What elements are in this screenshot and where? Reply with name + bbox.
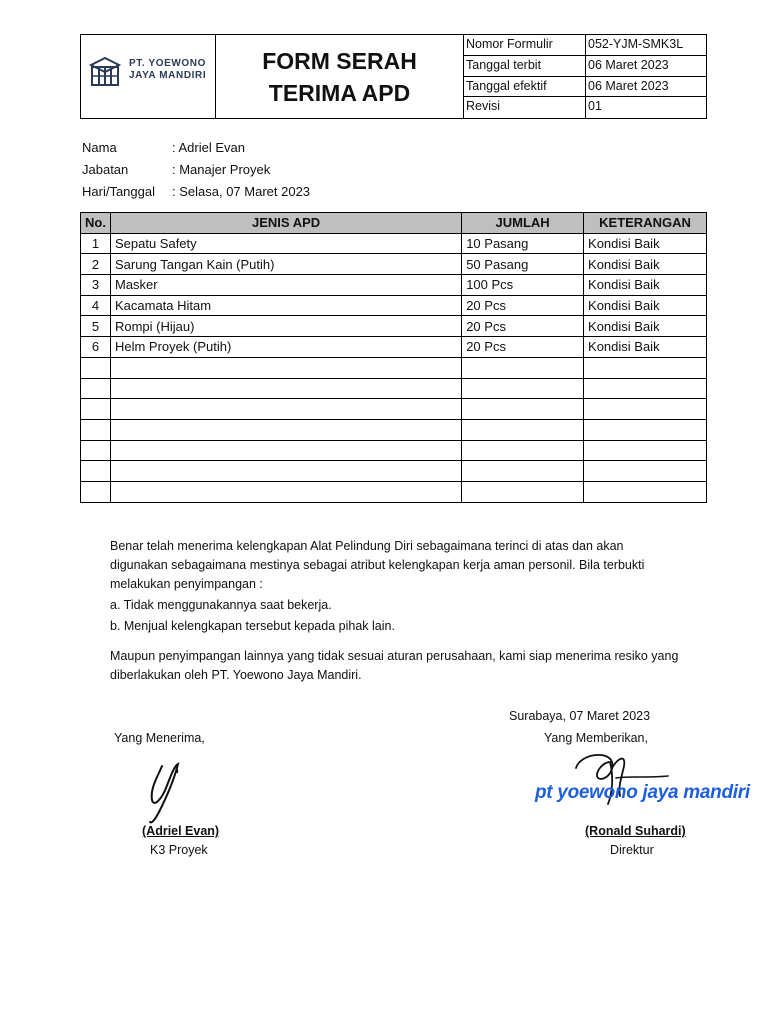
meta-value: 052-YJM-SMK3L bbox=[588, 37, 684, 51]
cell-keterangan: Kondisi Baik bbox=[584, 275, 707, 296]
cell-jumlah: 50 Pasang bbox=[462, 254, 584, 275]
place-date: Surabaya, 07 Maret 2023 bbox=[509, 709, 651, 723]
table-row bbox=[81, 233, 707, 254]
statement-line: diberlakukan oleh PT. Yoewono Jaya Mandiri. bbox=[110, 668, 362, 682]
table-row-empty bbox=[81, 461, 707, 482]
giver-name: (Ronald Suhardi) bbox=[585, 824, 686, 838]
table-row bbox=[81, 337, 707, 358]
statement-line: Maupun penyimpangan lainnya yang tidak sesuai aturan perusahaan, kami siap menerima resiko yang bbox=[110, 649, 679, 663]
company-name-line1: PT. YOEWONO bbox=[129, 58, 206, 69]
statement-paragraph-2 bbox=[110, 647, 710, 685]
table-row bbox=[81, 316, 707, 337]
form-title-line2: TERIMA APD bbox=[268, 79, 411, 106]
company-name bbox=[129, 58, 206, 82]
cell-keterangan: Kondisi Baik bbox=[584, 337, 707, 358]
form-meta-table bbox=[464, 35, 706, 118]
cell-jumlah: 20 Pcs bbox=[462, 295, 584, 316]
table-row bbox=[81, 275, 707, 296]
form-title-line1: FORM SERAH bbox=[262, 47, 417, 74]
cell-no: 4 bbox=[81, 295, 111, 316]
statement-line: Benar telah menerima kelengkapan Alat Pelindung Diri sebagaimana terinci di atas dan akan bbox=[110, 539, 624, 553]
tanggal-label: Hari/Tanggal bbox=[82, 184, 155, 199]
apd-table bbox=[80, 212, 707, 503]
statement-paragraph-1 bbox=[110, 537, 710, 594]
cell-jenis: Sarung Tangan Kain (Putih) bbox=[110, 254, 461, 275]
cell-no: 3 bbox=[81, 275, 111, 296]
cell-jenis: Helm Proyek (Putih) bbox=[110, 337, 461, 358]
cell-no: 6 bbox=[81, 337, 111, 358]
tanggal-value: : Selasa, 07 Maret 2023 bbox=[172, 184, 311, 199]
cell-keterangan: Kondisi Baik bbox=[584, 295, 707, 316]
cell-no: 5 bbox=[81, 316, 111, 337]
meta-row-terbit bbox=[464, 56, 706, 77]
col-header-jumlah: JUMLAH bbox=[462, 213, 584, 234]
company-logo-cell bbox=[81, 35, 216, 118]
meta-label: Nomor Formulir bbox=[464, 35, 586, 55]
statement-item-b: b. Menjual kelengkapan tersebut kepada pihak lain. bbox=[110, 619, 395, 633]
meta-label: Revisi bbox=[464, 97, 586, 118]
cell-jenis: Sepatu Safety bbox=[110, 233, 461, 254]
jabatan-label: Jabatan bbox=[82, 162, 129, 177]
receiver-label: Yang Menerima, bbox=[114, 731, 205, 745]
cell-jenis: Masker bbox=[110, 275, 461, 296]
company-name-line2: JAYA MANDIRI bbox=[129, 70, 207, 81]
statement-item-a: a. Tidak menggunakannya saat bekerja. bbox=[110, 598, 332, 612]
table-header-row bbox=[81, 213, 707, 234]
statement-line: melakukan penyimpangan : bbox=[110, 577, 263, 591]
meta-row-revisi bbox=[464, 97, 706, 118]
cell-no: 2 bbox=[81, 254, 111, 275]
col-header-jenis: JENIS APD bbox=[110, 213, 461, 234]
company-stamp: pt yoewono jaya mandiri bbox=[535, 782, 750, 803]
cell-jenis: Kacamata Hitam bbox=[110, 295, 461, 316]
receiver-role: K3 Proyek bbox=[150, 843, 208, 857]
table-row bbox=[81, 295, 707, 316]
meta-value: 06 Maret 2023 bbox=[588, 57, 669, 72]
table-row-empty bbox=[81, 440, 707, 461]
table-row-empty bbox=[81, 399, 707, 420]
cell-keterangan: Kondisi Baik bbox=[584, 233, 707, 254]
table-row-empty bbox=[81, 419, 707, 440]
nama-label: Nama bbox=[82, 140, 117, 155]
col-header-no: No. bbox=[81, 213, 111, 234]
meta-label: Tanggal efektif bbox=[464, 77, 586, 97]
meta-row-efektif bbox=[464, 77, 706, 98]
meta-label: Tanggal terbit bbox=[464, 56, 586, 76]
form-header bbox=[80, 34, 707, 119]
receiver-name: (Adriel Evan) bbox=[142, 824, 220, 838]
table-row bbox=[81, 254, 707, 275]
nama-value: : Adriel Evan bbox=[172, 140, 245, 155]
meta-value: 01 bbox=[588, 99, 602, 114]
table-row-empty bbox=[81, 378, 707, 399]
form-title bbox=[216, 35, 464, 118]
cell-jumlah: 100 Pcs bbox=[462, 275, 584, 296]
company-logo-icon bbox=[87, 55, 123, 91]
meta-value: 06 Maret 2023 bbox=[588, 78, 669, 93]
cell-jumlah: 20 Pcs bbox=[462, 316, 584, 337]
table-row-empty bbox=[81, 481, 707, 502]
cell-jumlah: 20 Pcs bbox=[462, 337, 584, 358]
meta-row-nomor bbox=[464, 35, 706, 56]
cell-jumlah: 10 Pasang bbox=[462, 233, 584, 254]
col-header-keterangan: KETERANGAN bbox=[584, 213, 707, 234]
cell-keterangan: Kondisi Baik bbox=[584, 316, 707, 337]
receiver-signature-icon bbox=[140, 758, 200, 828]
giver-role: Direktur bbox=[610, 843, 654, 857]
jabatan-value: : Manajer Proyek bbox=[172, 162, 271, 177]
cell-no: 1 bbox=[81, 233, 111, 254]
cell-keterangan: Kondisi Baik bbox=[584, 254, 707, 275]
giver-label: Yang Memberikan, bbox=[544, 731, 648, 745]
statement-line: digunakan sebagaimana mestinya sebagai atribut kelengkapan kerja aman personil. Bila terbukti bbox=[110, 558, 645, 572]
cell-jenis: Rompi (Hijau) bbox=[110, 316, 461, 337]
table-row-empty bbox=[81, 357, 707, 378]
